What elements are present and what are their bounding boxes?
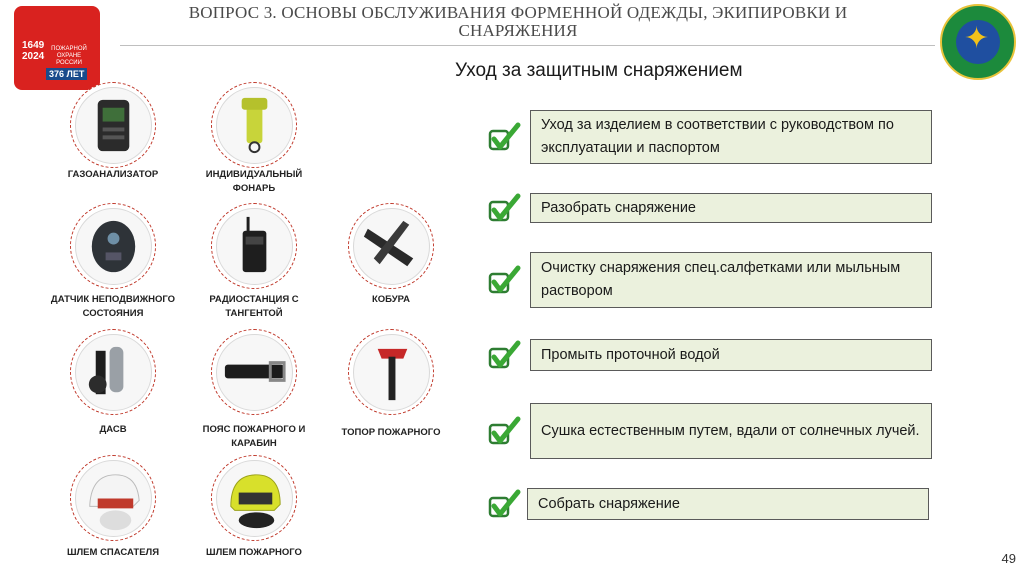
equipment-label-3: ДАТЧИК НЕПОДВИЖНОГО СОСТОЯНИЯ xyxy=(50,294,176,319)
motion-sensor-icon xyxy=(76,209,151,284)
equipment-image-4 xyxy=(211,203,297,289)
axe-icon xyxy=(354,335,429,410)
equipment-label-6: ДАСВ xyxy=(99,424,127,435)
logo-years: 1649 2024 xyxy=(22,40,45,62)
equipment-label-1: ГАЗОАНАЛИЗАТОР xyxy=(67,169,159,180)
care-step-5: Сушка естественным путем, вдали от солнечных лучей. xyxy=(530,403,932,459)
header-divider xyxy=(120,45,935,46)
checkmark-icon xyxy=(486,339,522,375)
checkmark-icon xyxy=(486,264,522,300)
page-number: 49 xyxy=(1001,551,1016,566)
section-subtitle: Уход за защитным снаряжением xyxy=(455,60,743,81)
checkmark-icon xyxy=(486,415,522,451)
care-step-2: Разобрать снаряжение xyxy=(530,193,932,223)
checkmark-icon xyxy=(486,121,522,157)
checkmark-icon xyxy=(486,488,522,524)
radio-icon xyxy=(217,209,292,284)
equipment-image-10 xyxy=(211,455,297,541)
equipment-image-1 xyxy=(70,82,156,168)
equipment-label-8: ТОПОР ПОЖАРНОГО xyxy=(341,427,441,438)
equipment-image-6 xyxy=(70,329,156,415)
title-line-2: СНАРЯЖЕНИЯ xyxy=(458,21,578,40)
anniversary-logo xyxy=(14,6,100,90)
breathing-apparatus-icon xyxy=(76,335,151,410)
logo-text: ПОЖАРНОЙ ОХРАНЕ РОССИИ xyxy=(51,46,87,66)
flashlight-icon xyxy=(217,88,292,163)
page-title xyxy=(118,4,918,40)
care-step-3: Очистку снаряжения спец.салфетками или мыльным раствором xyxy=(530,252,932,308)
equipment-image-9 xyxy=(70,455,156,541)
equipment-image-5 xyxy=(348,203,434,289)
checkmark-icon xyxy=(486,192,522,228)
emchs-emblem-icon: ✦ xyxy=(940,4,1016,80)
equipment-image-2 xyxy=(211,82,297,168)
care-step-6: Собрать снаряжение xyxy=(527,488,929,520)
equipment-image-3 xyxy=(70,203,156,289)
care-step-1: Уход за изделием в соответствии с руководством по эксплуатации и паспортом xyxy=(530,110,932,164)
equipment-image-8 xyxy=(348,329,434,415)
equipment-label-2: ИНДИВИДУАЛЬНЫЙ ФОНАРЬ xyxy=(205,169,303,194)
firefighter-helmet-icon xyxy=(217,461,292,536)
equipment-label-5: КОБУРА xyxy=(371,294,411,305)
title-line-1: ВОПРОС 3. ОСНОВЫ ОБСЛУЖИВАНИЯ ФОРМЕННОЙ ОДЕЖДЫ, ЭКИПИРОВКИ И xyxy=(188,3,848,22)
equipment-label-7: ПОЯС ПОЖАРНОГО И КАРАБИН xyxy=(202,424,306,449)
rescuer-helmet-icon xyxy=(76,461,151,536)
belt-icon xyxy=(217,335,292,410)
gas-analyzer-icon xyxy=(76,88,151,163)
equipment-label-4: РАДИОСТАНЦИЯ С ТАНГЕНТОЙ xyxy=(209,294,299,319)
equipment-label-10: ШЛЕМ ПОЖАРНОГО xyxy=(206,547,302,558)
equipment-label-9: ШЛЕМ СПАСАТЕЛЯ xyxy=(66,547,160,558)
holster-icon xyxy=(354,209,429,284)
logo-badge: 376 ЛЕТ xyxy=(46,68,87,80)
care-step-4: Промыть проточной водой xyxy=(530,339,932,371)
equipment-image-7 xyxy=(211,329,297,415)
